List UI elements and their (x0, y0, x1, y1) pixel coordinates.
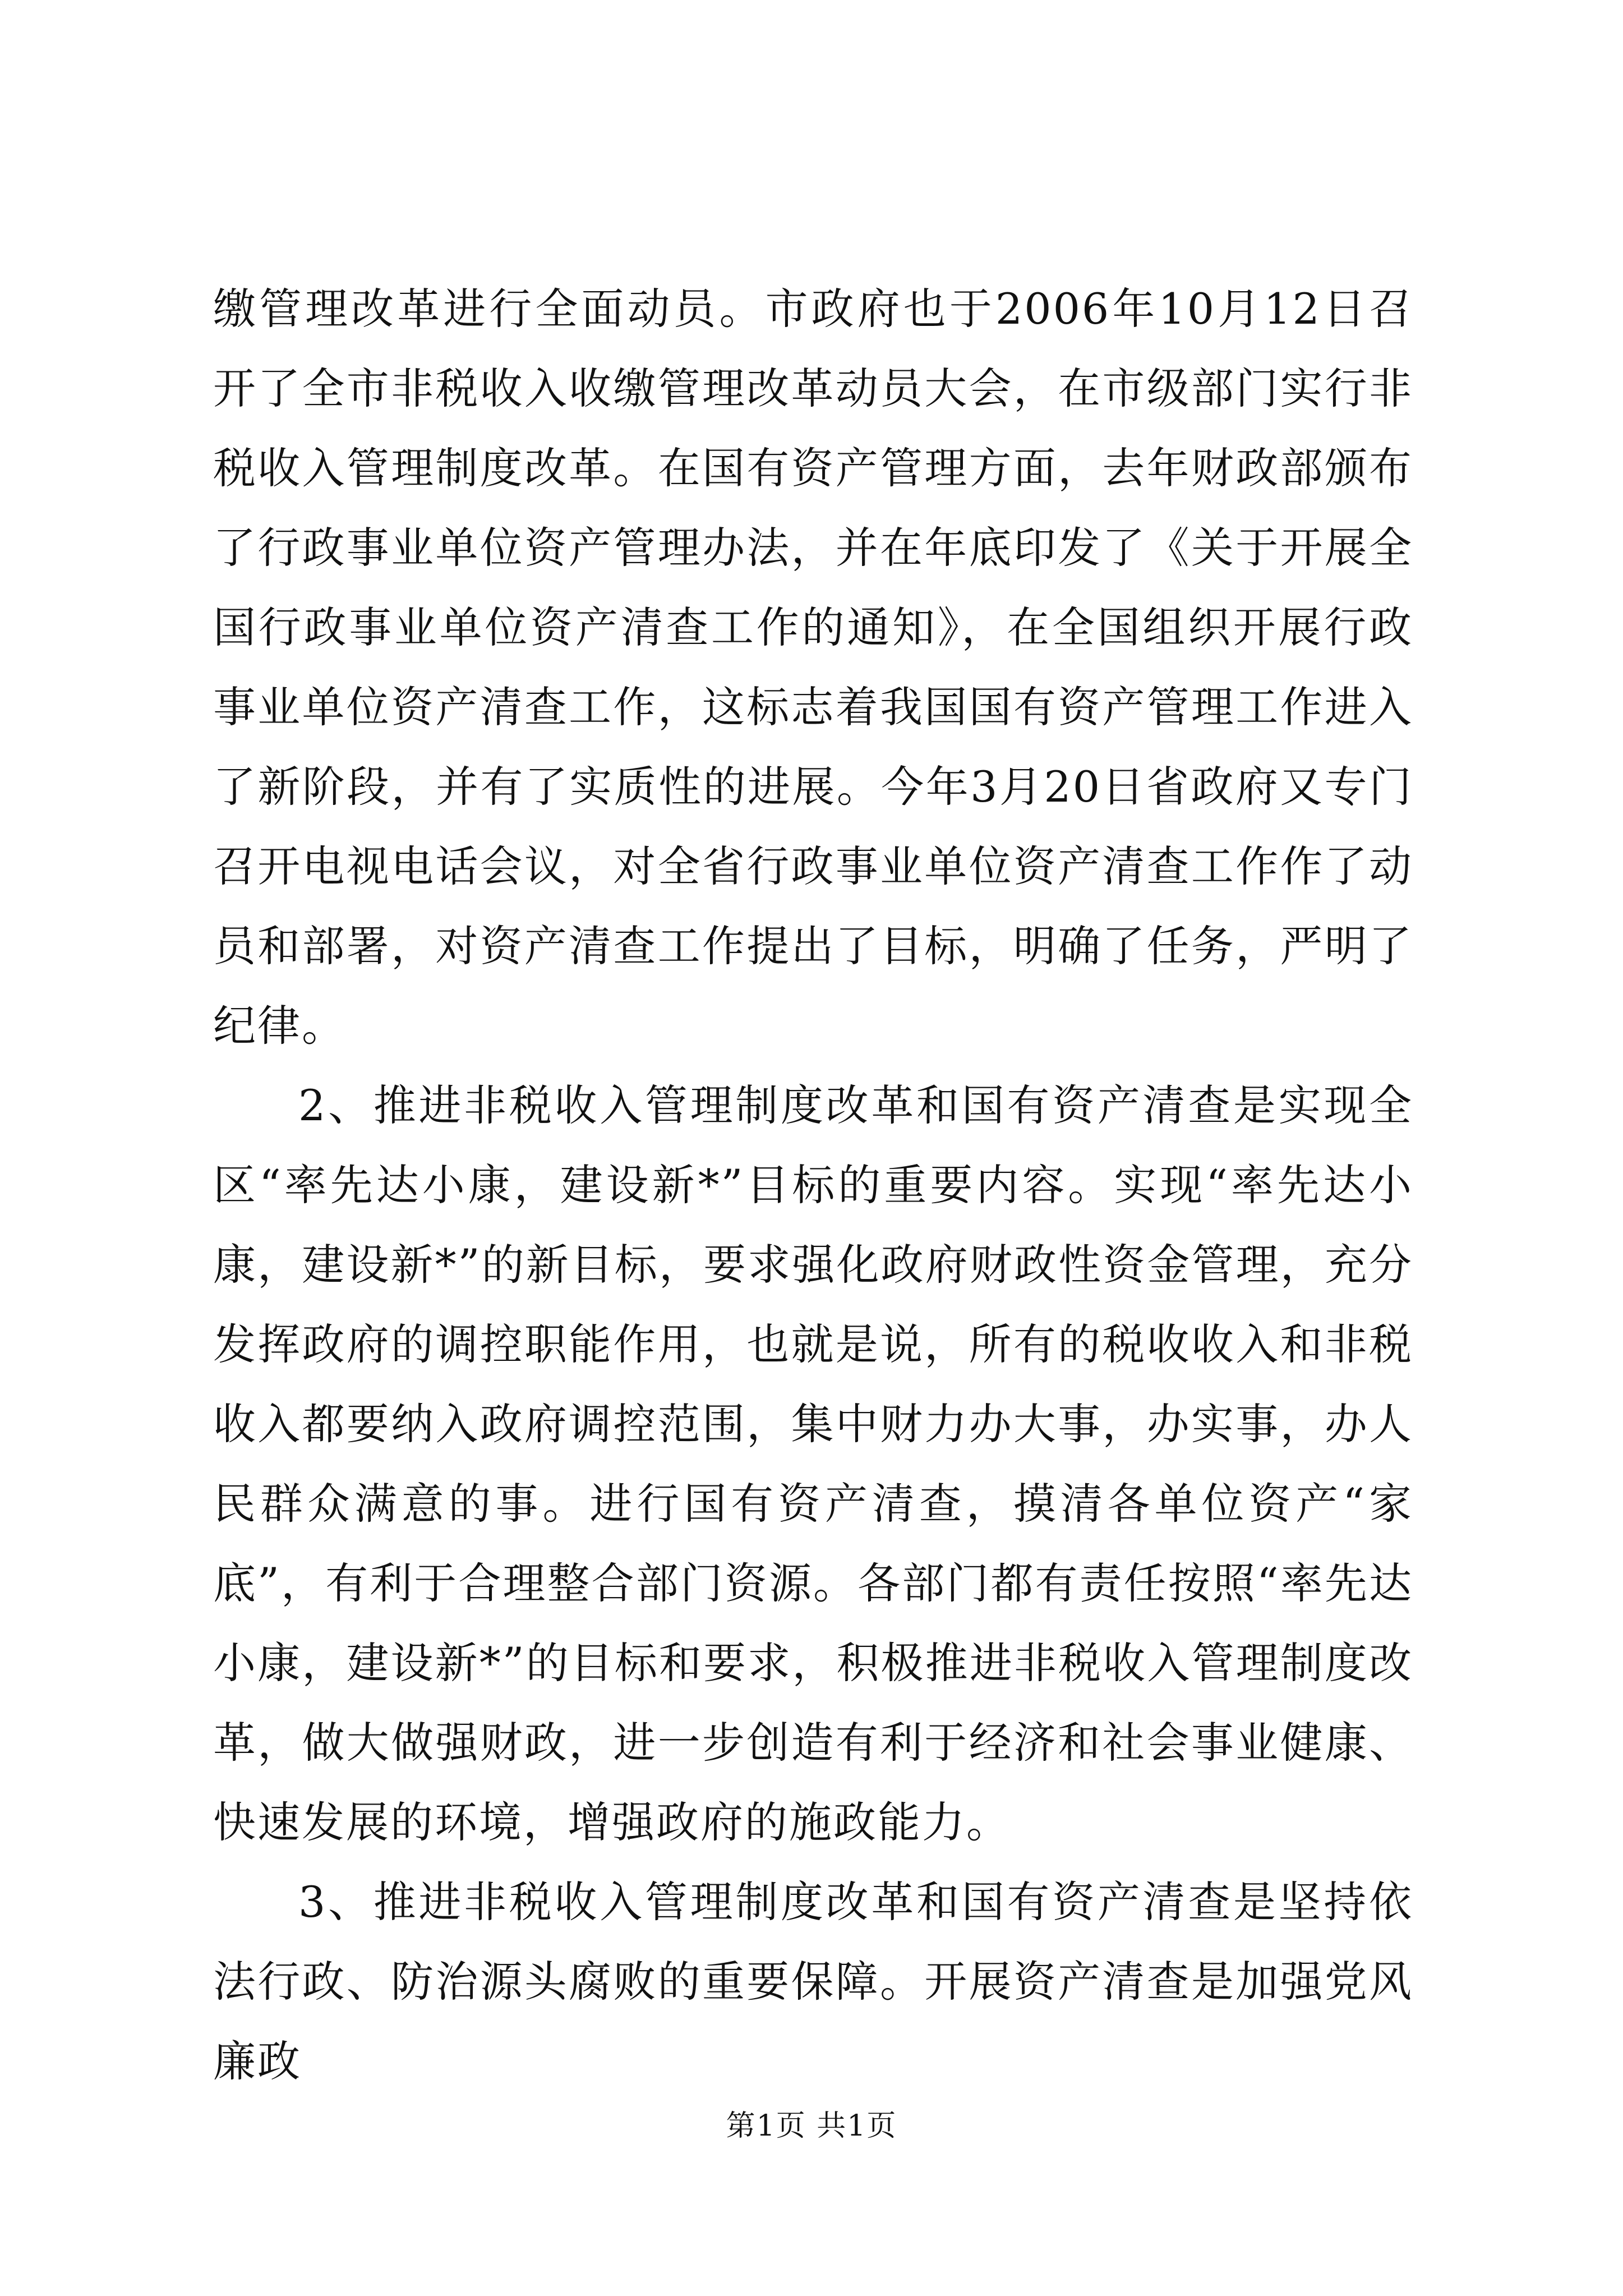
paragraph-2: 2、推进非税收入管理制度改革和国有资产清查是实现全区“率先达小康，建设新*”目标的重要内容。实现“率先达小康，建设新*”的新目标，要求强化政府财政性资金管理，充分发挥政府的调控职能作用，也就是说，所有的税收收入和非税收入都要纳入政府调控范围，集中财力办大事，办实事，办人民群众满意的事。进行国有资产清查，摸清各单位资产“家底”，有利于合理整合部门资源。各部门都有责任按照“率先达小康，建设新*”的目标和要求，积极推进非税收入管理制度改革，做大做强财政，进一步创造有利于经济和社会事业健康、快速发展的环境，增强政府的施政能力。 (213, 1080, 1413, 1847)
document-body (213, 269, 1413, 2101)
paragraph-1: 缴管理改革进行全面动员。市政府也于2006年10月12日召开了全市非税收入收缴管理改革动员大会，在市级部门实行非税收入管理制度改革。在国有资产管理方面，去年财政部颁布了行政事业单位资产管理办法，并在年底印发了《关于开展全国行政事业单位资产清查工作的通知》，在全国组织开展行政事业单位资产清查工作，这标志着我国国有资产管理工作进入了新阶段，并有了实质性的进展。今年3月20日省政府又专门召开电视电话会议，对全省行政事业单位资产清查工作作了动员和部署，对资产清查工作提出了目标，明确了任务，严明了纪律。 (213, 284, 1413, 1051)
paragraph-3: 3、推进非税收入管理制度改革和国有资产清查是坚持依法行政、防治源头腐败的重要保障。开展资产清查是加强党风廉政 (213, 1877, 1413, 2086)
page-footer: 第1页 共1页 (726, 2109, 897, 2143)
